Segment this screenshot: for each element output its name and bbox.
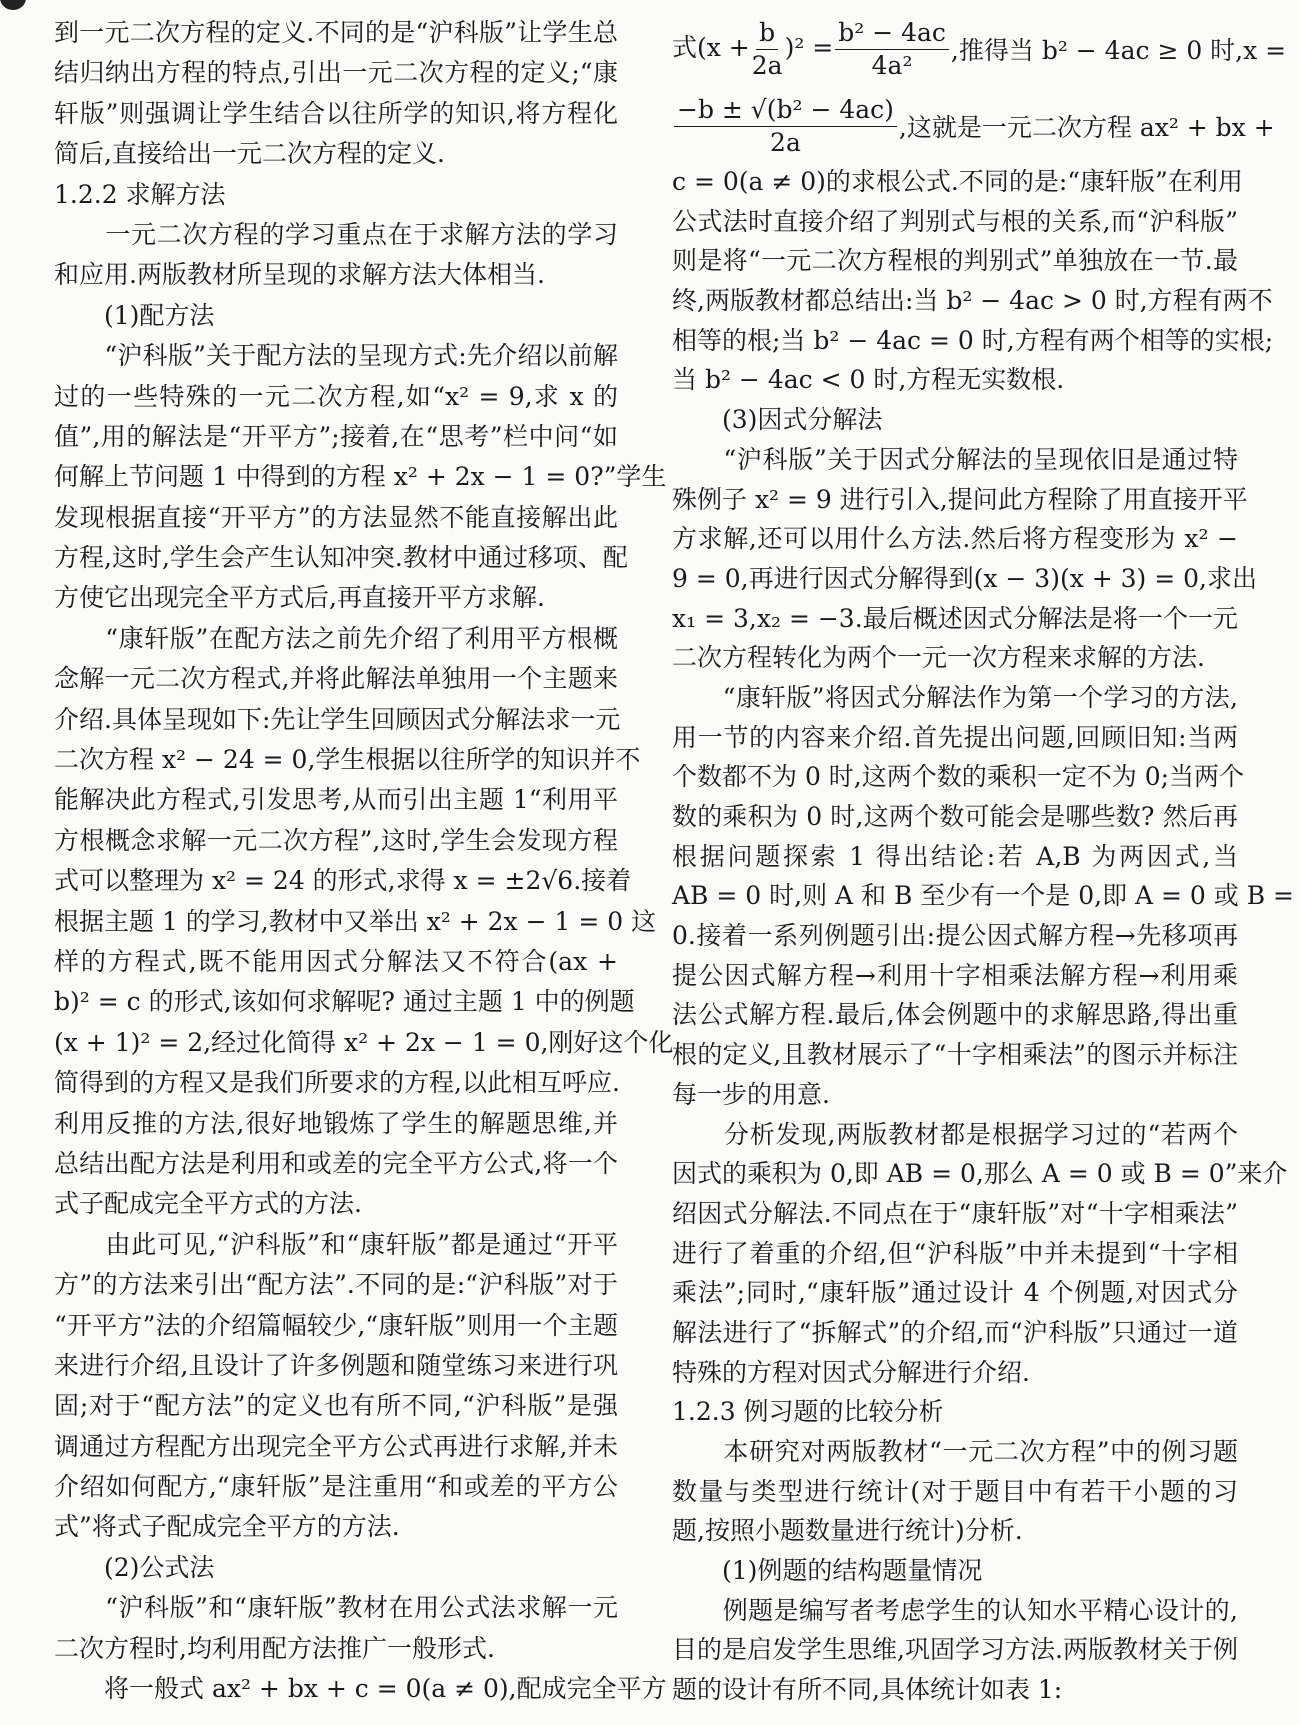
text-line: 数的乘积为 0 时,这两个数可能会是哪些数? 然后再	[672, 802, 1238, 831]
formula-text: ,推得当 b² − 4ac ≥ 0 时,x =	[950, 36, 1287, 65]
text-line: 将一般式 ax² + bx + c = 0(a ≠ 0),配成完全平方	[54, 1674, 667, 1704]
text-line: 何解上节问题 1 中得到的方程 x² + 2x − 1 = 0?”学生	[54, 462, 667, 492]
section-heading: (1)配方法	[54, 300, 215, 330]
page-corner-mark	[0, 0, 26, 10]
text-line: 方使它出现完全平方式后,再直接开平方求解.	[54, 583, 545, 613]
text-line: 过的一些特殊的一元二次方程,如“x² = 9,求 x 的	[54, 381, 618, 411]
section-heading: (1)例题的结构题量情况	[672, 1556, 983, 1586]
numerator: b² − 4ac	[835, 17, 949, 50]
text-line: 数量与类型进行统计(对于题目中有若干小题的习	[672, 1476, 1238, 1506]
text-line: 式可以整理为 x² = 24 的形式,求得 x = ±2√6.接着	[54, 866, 632, 896]
text-line: 公式法时直接介绍了判别式与根的关系,而“沪科版”	[672, 206, 1238, 236]
formula-line-quadratic-formula	[672, 89, 1275, 163]
formula-text: 式(x +	[672, 32, 750, 62]
text-line: 调通过方程配方出现完全平方公式再进行求解,并未	[54, 1431, 618, 1461]
text-line: 解法进行了“拆解式”的介绍,而“沪科版”只通过一道	[672, 1317, 1238, 1347]
text-line: 介绍如何配方,“康轩版”是注重用“和或差的平方公	[54, 1472, 618, 1502]
text-line: 终,两版教材都总结出:当 b² − 4ac > 0 时,方程有两不	[672, 286, 1273, 316]
text-line: 值”,用的解法是“开平方”;接着,在“思考”栏中问“如	[54, 421, 618, 451]
text-line: 根的定义,且教材展示了“十字相乘法”的图示并标注	[672, 1040, 1238, 1070]
text-line: 殊例子 x² = 9 进行引入,提问此方程除了用直接开平	[672, 484, 1248, 514]
text-line: 0.接着一系列例题引出:提公因式解方程→先移项再	[672, 921, 1238, 951]
text-line: 二次方程转化为两个一元一次方程来求解的方法.	[672, 643, 1205, 673]
text-line: 特殊的方程对因式分解进行介绍.	[672, 1357, 1030, 1387]
text-line: (x + 1)² = 2,经过化简得 x² + 2x − 1 = 0,刚好这个化	[54, 1027, 674, 1057]
text-line: 固;对于“配方法”的定义也有所不同,“沪科版”是强	[54, 1391, 618, 1421]
text-line: 式”将式子配成完全平方的方法.	[54, 1512, 400, 1542]
text-line: 二次方程时,均利用配方法推广一般形式.	[54, 1633, 495, 1663]
text-line: 个数都不为 0 时,这两个数的乘积一定不为 0;当两个	[672, 762, 1245, 792]
text-line: 绍因式分解法.不同点在于“康轩版”对“十字相乘法”	[672, 1198, 1238, 1228]
numerator: b	[756, 17, 778, 50]
text-line: 和应用.两版教材所呈现的求解方法大体相当.	[54, 260, 545, 290]
section-heading: 1.2.2 求解方法	[54, 179, 226, 209]
text-line: 介绍.具体呈现如下:先让学生回顾因式分解法求一元	[54, 704, 621, 734]
text-line: 乘法”;同时,“康轩版”通过设计 4 个例题,对因式分	[672, 1278, 1238, 1308]
right-column	[672, 9, 1294, 1710]
text-line: 根据主题 1 的学习,教材中又举出 x² + 2x − 1 = 0 这	[54, 906, 657, 936]
numerator: −b ± √(b² − 4ac)	[674, 94, 897, 127]
text-line: 方”的方法来引出“配方法”.不同的是:“沪科版”对于	[54, 1270, 618, 1300]
text-line: 来进行介绍,且设计了许多例题和随堂练习来进行巩	[54, 1350, 618, 1380]
text-line: “沪科版”关于配方法的呈现方式:先介绍以前解	[54, 341, 618, 371]
formula-text: )² =	[784, 32, 834, 62]
section-heading: (2)公式法	[54, 1552, 215, 1582]
text-line: 例题是编写者考虑学生的认知水平精心设计的,	[672, 1595, 1238, 1625]
text-line: x₁ = 3,x₂ = −3.最后概述因式分解法是将一个一元	[672, 603, 1238, 633]
section-heading: 1.2.3 例习题的比较分析	[672, 1397, 944, 1427]
text-line: 提公因式解方程→利用十字相乘法解方程→利用乘	[672, 960, 1238, 990]
text-line: 方求解,还可以用什么方法.然后将方程变形为 x² −	[672, 524, 1238, 554]
text-line: “康轩版”将因式分解法作为第一个学习的方法,	[672, 682, 1238, 712]
text-line: 题的设计有所不同,具体统计如表 1:	[672, 1675, 1063, 1705]
text-line: 念解一元二次方程式,并将此解法单独用一个主题来	[54, 664, 618, 694]
text-line: 9 = 0,再进行因式分解得到(x − 3)(x + 3) = 0,求出	[672, 563, 1257, 593]
section-heading: (3)因式分解法	[672, 405, 883, 435]
text-line: 根据问题探索 1 得出结论:若 A,B 为两因式,当	[672, 841, 1238, 871]
fraction-discriminant-over-4a2	[835, 17, 949, 82]
text-line: 简后,直接给出一元二次方程的定义.	[54, 139, 445, 169]
text-line: 二次方程 x² − 24 = 0,学生根据以往所学的知识并不	[54, 745, 641, 775]
text-line: 本研究对两版教材“一元二次方程”中的例习题	[672, 1437, 1238, 1466]
text-line: 式子配成完全平方式的方法.	[54, 1189, 362, 1219]
text-line: “开平方”法的介绍篇幅较少,“康轩版”则用一个主题	[54, 1310, 618, 1340]
text-line: 则是将“一元二次方程根的判别式”单独放在一节.最	[672, 246, 1238, 276]
text-line: 简得到的方程又是我们所要求的方程,以此相互呼应.	[54, 1068, 620, 1098]
fraction-quadratic-formula	[674, 94, 897, 159]
text-line: 题,按照小题数量进行统计)分析.	[672, 1516, 1023, 1546]
right-column-lines	[672, 162, 1294, 1710]
text-line: 每一步的用意.	[672, 1079, 830, 1109]
text-line: AB = 0 时,则 A 和 B 至少有一个是 0,即 A = 0 或 B =	[672, 881, 1294, 911]
left-column	[54, 13, 674, 1709]
denominator: 4a²	[871, 50, 913, 80]
text-line: 因式的乘积为 0,即 AB = 0,那么 A = 0 或 B = 0”来介	[672, 1159, 1288, 1189]
text-line: 轩版”则强调让学生结合以往所学的知识,将方程化	[54, 98, 618, 128]
text-line: 分析发现,两版教材都是根据学习过的“若两个	[672, 1119, 1238, 1149]
text-line: 一元二次方程的学习重点在于求解方法的学习	[54, 219, 618, 249]
text-line: 利用反推的方法,很好地锻炼了学生的解题思维,并	[54, 1108, 618, 1138]
text-line: 方程,这时,学生会产生认知冲突.教材中通过移项、配	[54, 543, 628, 573]
text-line: 结归纳出方程的特点,引出一元二次方程的定义;“康	[54, 58, 618, 88]
text-line: 由此可见,“沪科版”和“康轩版”都是通过“开平	[54, 1229, 618, 1259]
text-line: 方根概念求解一元二次方程”,这时,学生会发现方程	[54, 825, 618, 855]
denominator: 2a	[751, 50, 783, 80]
text-line: 到一元二次方程的定义.不同的是“沪科版”让学生总	[54, 18, 618, 47]
text-line: “沪科版”关于因式分解法的呈现依旧是通过特	[672, 444, 1238, 474]
text-line: “沪科版”和“康轩版”教材在用公式法求解一元	[54, 1593, 618, 1623]
text-line: c = 0(a ≠ 0)的求根公式.不同的是:“康轩版”在利用	[672, 167, 1243, 196]
text-line: 用一节的内容来介绍.首先提出问题,回顾旧知:当两	[672, 722, 1238, 752]
text-line: 发现根据直接“开平方”的方法显然不能直接解出此	[54, 502, 618, 532]
formula-text: ,这就是一元二次方程 ax² + bx +	[898, 113, 1275, 142]
text-line: 总结出配方法是利用和或差的完全平方公式,将一个	[54, 1148, 618, 1178]
formula-line-completing-square	[672, 9, 1287, 89]
text-line: 目的是启发学生思维,巩固学习方法.两版教材关于例	[672, 1635, 1238, 1665]
denominator: 2a	[770, 127, 801, 157]
fraction-b-over-2a	[752, 17, 783, 82]
text-line: 进行了着重的介绍,但“沪科版”中并未提到“十字相	[672, 1238, 1238, 1268]
text-line: 当 b² − 4ac < 0 时,方程无实数根.	[672, 365, 1065, 395]
text-line: 能解决此方程式,引发思考,从而引出主题 1“利用平	[54, 785, 618, 815]
text-line: 相等的根;当 b² − 4ac = 0 时,方程有两个相等的实根;	[672, 325, 1274, 355]
text-line: b)² = c 的形式,该如何求解呢? 通过主题 1 中的例题	[54, 987, 635, 1017]
text-line: “康轩版”在配方法之前先介绍了利用平方根概	[54, 623, 618, 653]
text-line: 法公式解方程.最后,体会例题中的求解思路,得出重	[672, 1000, 1238, 1030]
text-line: 样的方程式,既不能用因式分解法又不符合(ax +	[54, 946, 618, 976]
